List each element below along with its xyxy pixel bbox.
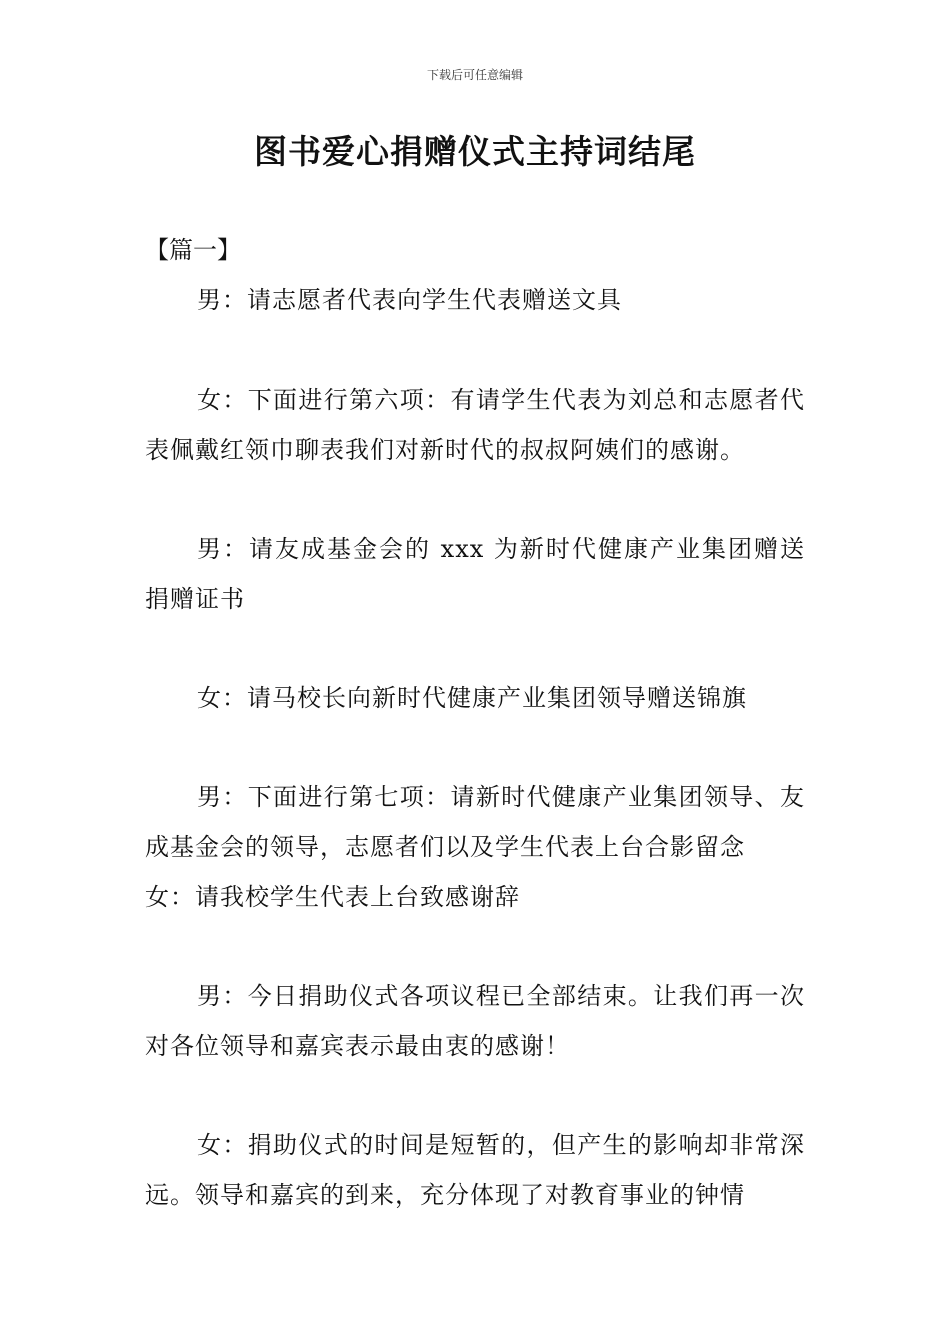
paragraph-1: 男：请志愿者代表向学生代表赠送文具: [197, 286, 622, 314]
paragraph-3: 男：请友成基金会的 xxx 为新时代健康产业集团赠送捐赠证书: [145, 535, 805, 613]
header-note: 下载后可任意编辑: [426, 68, 523, 82]
paragraph-5: 男：下面进行第七项：请新时代健康产业集团领导、友成基金会的领导，志愿者们以及学生代表上台合影留念: [145, 783, 805, 861]
document-title: 图书爱心捐赠仪式主持词结尾: [254, 132, 696, 171]
paragraph-6: 女：请我校学生代表上台致感谢辞: [145, 883, 520, 911]
paragraph-2: 女：下面进行第六项：有请学生代表为刘总和志愿者代表佩戴红领巾聊表我们对新时代的叔叔阿姨们的感谢。: [145, 386, 805, 464]
paragraph-7: 男：今日捐助仪式各项议程已全部结束。让我们再一次对各位领导和嘉宾表示最由衷的感谢！: [145, 982, 805, 1060]
section-label: 【篇一】: [145, 236, 241, 264]
paragraph-8: 女：捐助仪式的时间是短暂的，但产生的影响却非常深远。领导和嘉宾的到来，充分体现了对教育事业的钟情: [145, 1131, 805, 1209]
paragraph-4: 女：请马校长向新时代健康产业集团领导赠送锦旗: [197, 684, 747, 712]
